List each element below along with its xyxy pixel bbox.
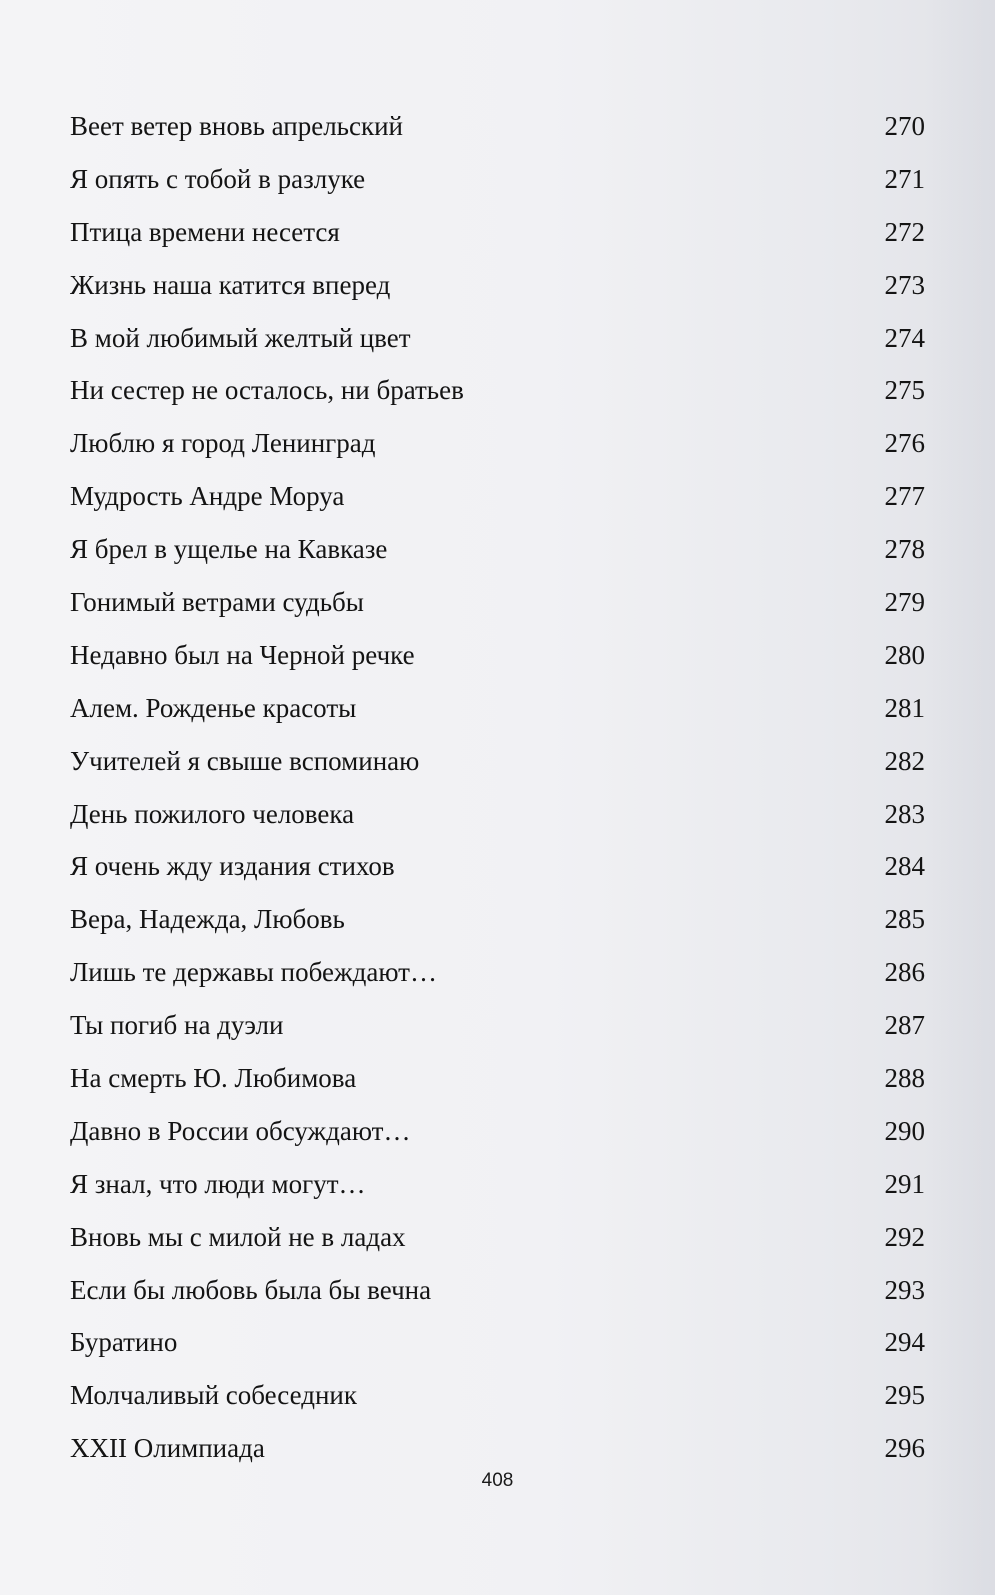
toc-entry-title: Птица времени несется [70,216,340,247]
toc-entry-page: 279 [884,587,925,618]
toc-entry [70,206,925,259]
toc-entry-title: Люблю я город Ленинград [70,428,376,459]
toc-entry-title: На смерть Ю. Любимова [70,1063,357,1094]
toc-entry-title: Лишь те державы побеждают… [70,957,437,988]
toc-entry-page: 296 [884,1433,925,1464]
toc-entry [70,629,925,682]
toc-entry-title: Я знал, что люди могут… [70,1168,366,1199]
toc-entry [70,1158,925,1211]
toc-entry-title: Я очень жду издания стихов [70,851,395,882]
toc-entry-page: 295 [884,1380,925,1411]
toc-entry-page: 282 [884,745,925,776]
toc-entry-title: Давно в России обсуждают… [70,1115,411,1146]
toc-entry-title: Я брел в ущелье на Кавказе [70,534,388,565]
toc-entry [70,153,925,206]
toc-entry [70,100,925,153]
toc-entry-page: 286 [884,957,925,988]
page-number: 408 [481,1470,514,1491]
toc-entry-title: Алем. Рожденье красоты [70,692,357,723]
toc-entry-title: XXII Олимпиада [70,1433,265,1464]
toc-entry-title: Учителей я свыше вспоминаю [70,745,420,776]
toc-entry [70,946,925,999]
toc-entry-title: Ты погиб на дуэли [70,1010,284,1041]
toc-entry-page: 270 [884,111,925,141]
toc-entry [70,893,925,946]
toc-entry [70,735,925,788]
toc-entry-page: 280 [884,639,925,670]
toc-entry [70,1105,925,1158]
toc-entry-title: Буратино [70,1327,178,1358]
toc-entry-title: Вера, Надежда, Любовь [70,904,345,935]
toc-entry-title: День пожилого человека [70,798,355,829]
toc-entry-title: Веет ветер вновь апрельский [70,111,403,141]
toc-entry-page: 277 [884,481,925,512]
toc-entry-title: Если бы любовь была бы вечна [70,1274,432,1305]
toc-entry-page: 278 [884,534,925,565]
toc-entry-page: 273 [884,269,925,300]
toc-entry-title: Я опять с тобой в разлуке [70,163,366,194]
toc-entry-title: Недавно был на Черной речке [70,639,415,670]
toc-entry-page: 294 [884,1327,925,1358]
toc-entry-page: 284 [884,851,925,882]
toc-entry-title: Жизнь наша катится вперед [70,269,391,300]
toc-entry-page: 275 [884,375,925,406]
toc-entry [70,788,925,841]
table-of-contents [70,100,925,1475]
toc-entry [70,682,925,735]
toc-entry [70,1052,925,1105]
toc-entry-page: 292 [884,1221,925,1252]
toc-entry-title: Молчаливый собеседник [70,1380,357,1411]
toc-entry [70,417,925,470]
toc-entry-title: Ни сестер не осталось, ни братьев [70,375,464,406]
toc-entry-title: В мой любимый желтый цвет [70,322,411,353]
toc-entry [70,576,925,629]
toc-entry-page: 293 [884,1274,925,1305]
toc-entry-page: 285 [884,904,925,935]
toc-entry [70,364,925,417]
toc-entry-page: 271 [884,163,925,194]
toc-entry [70,1316,925,1369]
toc-entry [70,1369,925,1422]
toc-entry-page: 283 [884,798,925,829]
toc-entry [70,840,925,893]
toc-entry [70,470,925,523]
toc-entry [70,259,925,312]
toc-entry [70,312,925,365]
toc-entry-page: 290 [884,1115,925,1146]
page-edge-shadow [925,0,995,1595]
toc-entry-title: Вновь мы с милой не в ладах [70,1221,406,1252]
toc-entry [70,1211,925,1264]
toc-entry-page: 272 [884,216,925,247]
toc-entry [70,1422,925,1475]
toc-entry-title: Мудрость Андре Моруа [70,481,345,512]
toc-entry [70,523,925,576]
toc-entry-page: 291 [884,1168,925,1199]
toc-entry-page: 281 [884,692,925,723]
toc-entry [70,999,925,1052]
toc-entry-page: 276 [884,428,925,459]
toc-entry-page: 287 [884,1010,925,1041]
toc-entry-page: 288 [884,1063,925,1094]
toc-entry [70,1264,925,1317]
toc-entry-title: Гонимый ветрами судьбы [70,587,364,618]
toc-entry-page: 274 [884,322,925,353]
